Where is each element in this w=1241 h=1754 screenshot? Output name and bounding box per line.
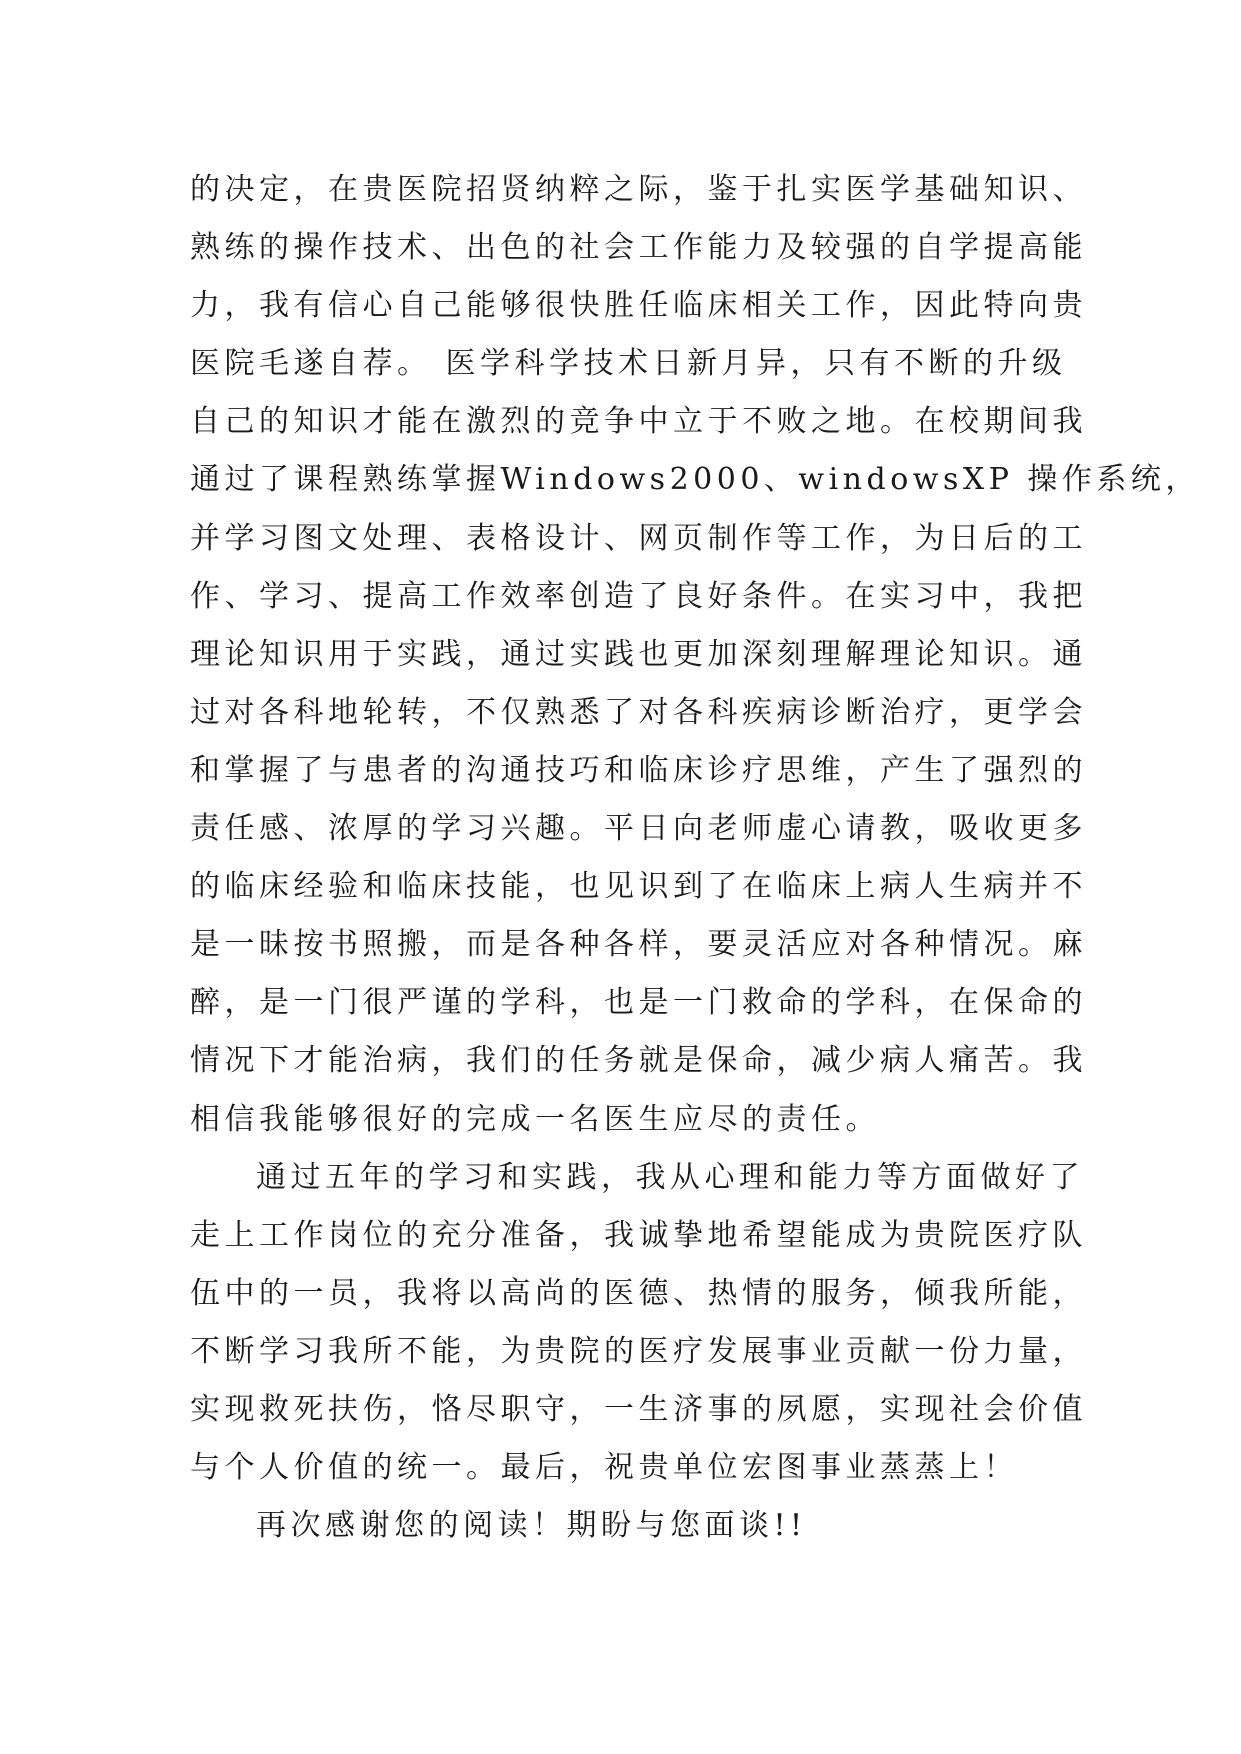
text-line: 通过五年的学习和实践，我从心理和能力等方面做好了	[256, 1159, 1084, 1195]
text-line: 再次感谢您的阅读！期盼与您面谈!!	[256, 1508, 807, 1544]
text-line: 的临床经验和临床技能，也见识到了在临床上病人生病并不	[190, 869, 1087, 905]
text-line: 熟练的操作技术、出色的社会工作能力及较强的自学提高能	[190, 230, 1087, 266]
text-line: 的决定，在贵医院招贤纳粹之际，鉴于扎实医学基础知识、	[190, 172, 1087, 207]
text-line: 并学习图文处理、表格设计、网页制作等工作，为日后的工	[190, 520, 1087, 556]
text-line: 作、学习、提高工作效率创造了良好条件。在实习中，我把	[190, 578, 1087, 614]
text-line: 情况下才能治病，我们的任务就是保命，减少病人痛苦。我	[190, 1043, 1087, 1079]
text-line: 不断学习我所不能，为贵院的医疗发展事业贡献一份力量，	[190, 1333, 1087, 1369]
text-line: 伍中的一员，我将以高尚的医德、热情的服务，倾我所能，	[190, 1275, 1087, 1311]
text-line: 理论知识用于实践，通过实践也更加深刻理解理论知识。通	[190, 636, 1087, 672]
text-line: 是一昧按书照搬，而是各种各样，要灵活应对各种情况。麻	[190, 927, 1087, 963]
text-line: 医院毛遂自荐。 医学科学技术日新月异，只有不断的升级	[190, 346, 1067, 382]
text-line: 过对各科地轮转，不仅熟悉了对各科疾病诊断治疗，更学会	[190, 694, 1087, 730]
text-line: 与个人价值的统一。最后，祝贵单位宏图事业蒸蒸上！	[190, 1450, 1018, 1486]
text-line: 走上工作岗位的充分准备，我诚挚地希望能成为贵院医疗队	[190, 1217, 1087, 1253]
text-line: 相信我能够很好的完成一名医生应尽的责任。	[190, 1101, 880, 1137]
text-line: 通过了课程熟练掌握Windows2000、windowsXP 操作系统，	[190, 462, 1200, 498]
text-line: 责任感、浓厚的学习兴趣。平日向老师虚心请教，吸收更多	[190, 811, 1087, 847]
text-line: 力，我有信心自己能够很快胜任临床相关工作，因此特向贵	[190, 288, 1087, 324]
text-line: 实现救死扶伤，恪尽职守，一生济事的夙愿，实现社会价值	[190, 1391, 1087, 1427]
text-line: 醉，是一门很严谨的学科，也是一门救命的学科，在保命的	[190, 985, 1087, 1021]
text-line: 自己的知识才能在激烈的竞争中立于不败之地。在校期间我	[190, 404, 1087, 440]
document-body	[190, 161, 1200, 1555]
text-line: 和掌握了与患者的沟通技巧和临床诊疗思维，产生了强烈的	[190, 752, 1087, 788]
